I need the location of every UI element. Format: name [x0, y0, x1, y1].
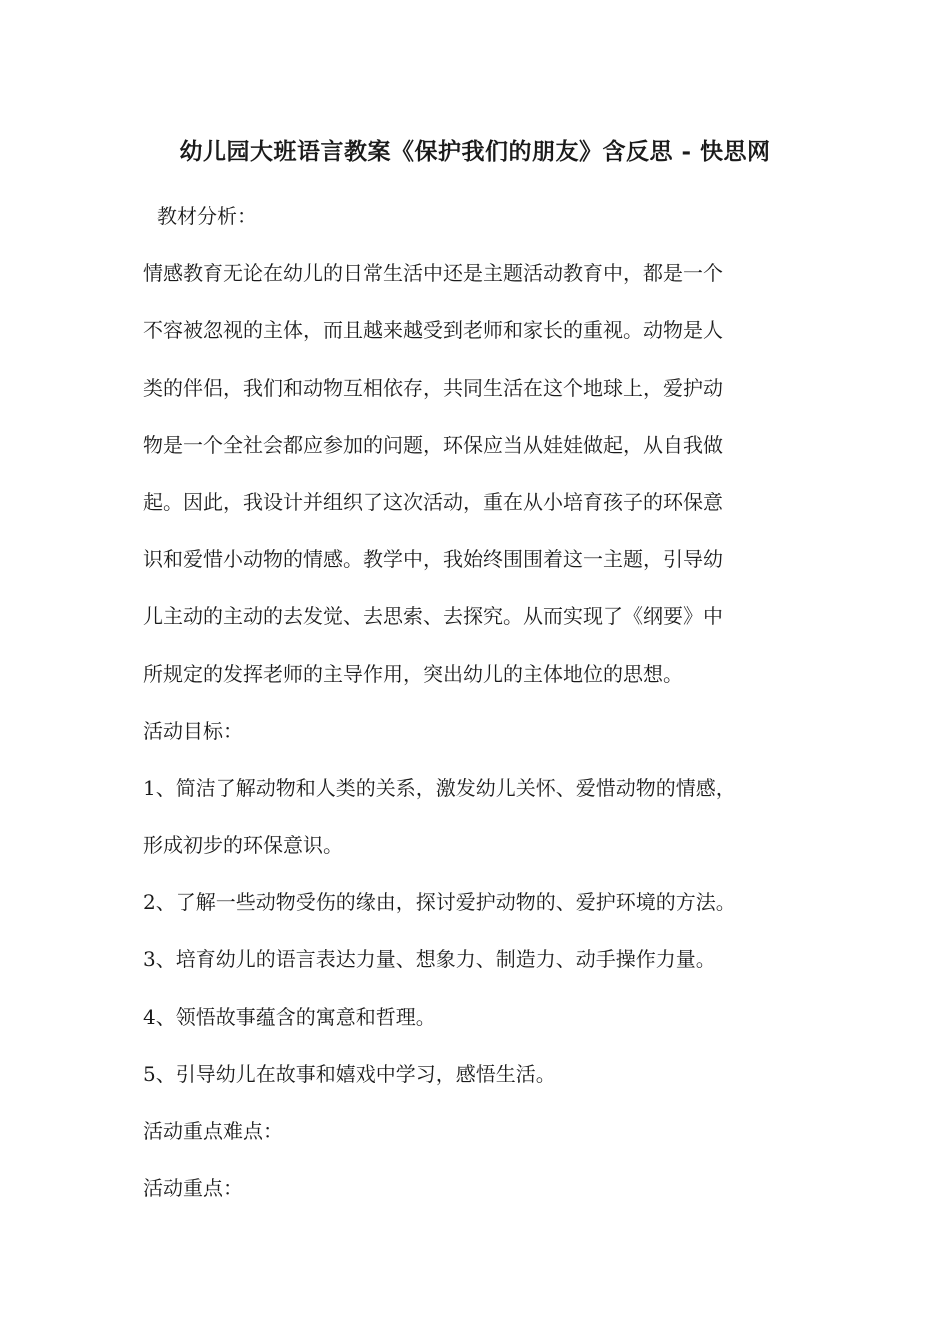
- section-heading-key-difficult-points: 活动重点难点：: [143, 1119, 283, 1143]
- goal-item: 5、引导幼儿在故事和嬉戏中学习，感悟生活。: [143, 1061, 556, 1086]
- paragraph-line: 情感教育无论在幼儿的日常生活中还是主题活动教育中，都是一个: [143, 261, 723, 286]
- paragraph-line: 类的伴侣，我们和动物互相依存，共同生活在这个地球上，爱护动: [143, 375, 723, 400]
- document-title: 幼儿园大班语言教案《保护我们的朋友》含反思 - 快思网: [179, 138, 771, 165]
- section-heading-activity-goals: 活动目标：: [143, 718, 243, 743]
- paragraph-line: 识和爱惜小动物的情感。教学中，我始终围围着这一主题，引导幼: [143, 547, 723, 572]
- goal-item-continued: 形成初步的环保意识。: [143, 833, 343, 858]
- section-heading-material-analysis: 教材分析：: [157, 204, 257, 228]
- goal-item: 2、了解一些动物受伤的缘由，探讨爱护动物的、爱护环境的方法。: [143, 890, 736, 915]
- document-body: [143, 188, 811, 1217]
- paragraph-line: 儿主动的主动的去发觉、去思索、去探究。从而实现了《纲要》中: [143, 604, 723, 629]
- paragraph-line: 不容被忽视的主体，而且越来越受到老师和家长的重视。动物是人: [143, 318, 723, 343]
- paragraph-line: 物是一个全社会都应参加的问题，环保应当从娃娃做起，从自我做: [143, 432, 723, 457]
- section-heading-key-points: 活动重点：: [143, 1176, 243, 1201]
- goal-item: 1、简洁了解动物和人类的关系，激发幼儿关怀、爱惜动物的情感，: [143, 775, 736, 800]
- paragraph-line: 起。因此，我设计并组织了这次活动，重在从小培育孩子的环保意: [143, 489, 723, 514]
- goal-item: 3、培育幼儿的语言表达力量、想象力、制造力、动手操作力量。: [143, 947, 716, 972]
- goal-item: 4、领悟故事蕴含的寓意和哲理。: [143, 1004, 436, 1029]
- paragraph-line: 所规定的发挥老师的主导作用，突出幼儿的主体地位的思想。: [143, 661, 683, 686]
